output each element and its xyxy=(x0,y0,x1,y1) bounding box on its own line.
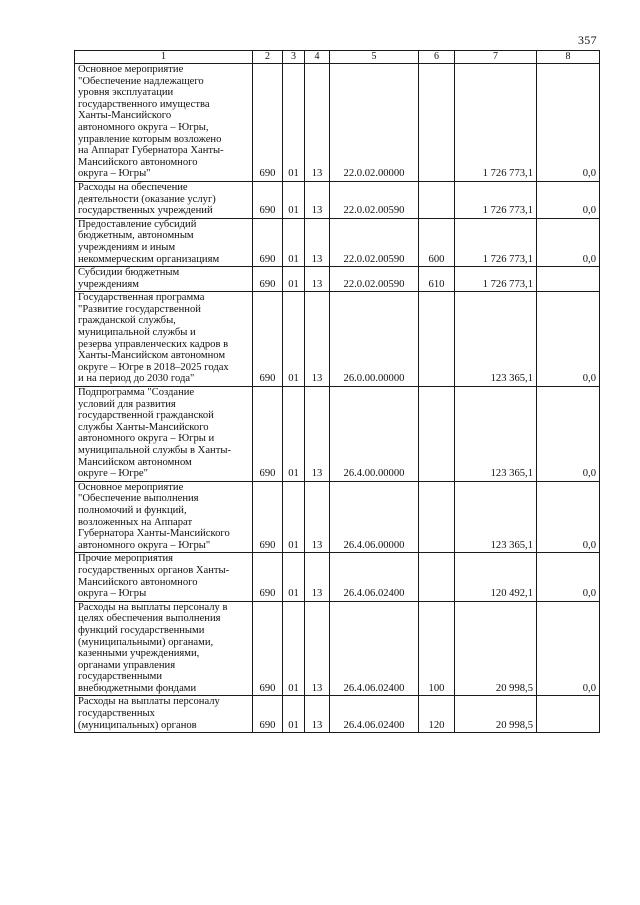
row-name-line: Расходы на выплаты персоналу в xyxy=(78,601,228,613)
header-cell-5: 5 xyxy=(330,51,419,64)
row-name-line: полномочий и функций, xyxy=(78,504,187,516)
header-cell-4: 4 xyxy=(305,51,330,64)
row-name-line: государственного имущества xyxy=(78,98,210,110)
row-name-line: (муниципальными) органами, xyxy=(78,636,214,648)
amount-cell: 1 726 773,1 xyxy=(455,181,537,218)
row-name-cell xyxy=(75,64,253,182)
expense-type-code-cell xyxy=(419,387,455,482)
target-article-code-cell: 22.0.02.00590 xyxy=(330,267,419,292)
expense-type-code-cell xyxy=(419,181,455,218)
row-name-line: Мансийского автономного xyxy=(78,156,198,168)
gr-code-cell: 690 xyxy=(253,601,283,696)
gr-code-cell: 690 xyxy=(253,64,283,182)
table-row xyxy=(75,696,600,733)
row-name-line: "Обеспечение надлежащего xyxy=(78,75,204,87)
row-name-line: и на период до 2030 года" xyxy=(78,373,195,385)
row-name-cell xyxy=(75,553,253,601)
target-article-code-cell: 22.0.02.00000 xyxy=(330,64,419,182)
subsection-code-cell: 13 xyxy=(305,601,330,696)
row-name-cell xyxy=(75,292,253,387)
subsection-code-cell: 13 xyxy=(305,64,330,182)
amount-2-cell: 0,0 xyxy=(537,387,600,482)
row-name-line: округа – Югры xyxy=(78,588,147,600)
row-name-line: (муниципальных) органов xyxy=(78,719,197,731)
expense-type-code-cell: 120 xyxy=(419,696,455,733)
row-name-line: Губернатора Ханты-Мансийского xyxy=(78,528,230,540)
row-name-line: Субсидии бюджетным xyxy=(78,267,180,279)
expense-type-code-cell xyxy=(419,64,455,182)
row-name-line: функций государственными xyxy=(78,624,205,636)
row-name-line: резерва управленческих кадров в xyxy=(78,338,229,350)
table-row xyxy=(75,267,600,292)
subsection-code-cell: 13 xyxy=(305,218,330,266)
subsection-code-cell: 13 xyxy=(305,553,330,601)
amount-2-cell: 0,0 xyxy=(537,64,600,182)
target-article-code-cell: 26.0.00.00000 xyxy=(330,292,419,387)
row-name-line: округе – Югре" xyxy=(78,468,148,480)
amount-cell: 123 365,1 xyxy=(455,387,537,482)
row-name-line: Основное мероприятие xyxy=(78,481,184,493)
row-name-line: муниципальной службы в Ханты- xyxy=(78,445,231,456)
table-header xyxy=(75,51,600,64)
subsection-code-cell: 13 xyxy=(305,481,330,553)
row-name-line: условий для развития xyxy=(78,398,176,410)
table-row xyxy=(75,218,600,266)
row-name-cell xyxy=(75,218,253,266)
row-name-line: учреждениям и иным xyxy=(78,241,176,253)
row-name-line: учреждениям xyxy=(78,278,139,290)
row-name-line: Подпрограмма "Создание xyxy=(78,387,195,399)
subsection-code-cell: 13 xyxy=(305,292,330,387)
row-name-line: органами управления xyxy=(78,659,176,671)
row-name-line: деятельности (оказание услуг) xyxy=(78,193,216,205)
row-name-line: Прочие мероприятия xyxy=(78,553,173,565)
section-code-cell: 01 xyxy=(283,481,305,553)
expense-type-code-cell: 600 xyxy=(419,218,455,266)
section-code-cell: 01 xyxy=(283,64,305,182)
amount-2-cell: 0,0 xyxy=(537,601,600,696)
row-name-line: муниципальной службы и xyxy=(78,327,196,339)
row-name-line: государственными xyxy=(78,671,163,683)
row-name-line: Расходы на выплаты персоналу xyxy=(78,696,220,708)
expense-type-code-cell xyxy=(419,553,455,601)
gr-code-cell: 690 xyxy=(253,553,283,601)
amount-cell: 20 998,5 xyxy=(455,696,537,733)
row-name-line: Государственная программа xyxy=(78,292,205,304)
target-article-code-cell: 26.4.06.00000 xyxy=(330,481,419,553)
row-name-line: округе – Югре в 2018–2025 годах xyxy=(78,361,229,373)
gr-code-cell: 690 xyxy=(253,218,283,266)
header-cell-6: 6 xyxy=(419,51,455,64)
section-code-cell: 01 xyxy=(283,181,305,218)
amount-cell: 20 998,5 xyxy=(455,601,537,696)
subsection-code-cell: 13 xyxy=(305,181,330,218)
target-article-code-cell: 26.4.06.02400 xyxy=(330,696,419,733)
row-name-line: уровня эксплуатации xyxy=(78,87,174,99)
row-name-line: казенными учреждениями, xyxy=(78,648,200,660)
header-cell-3: 3 xyxy=(283,51,305,64)
section-code-cell: 01 xyxy=(283,267,305,292)
expense-type-code-cell xyxy=(419,292,455,387)
table-row xyxy=(75,292,600,387)
amount-2-cell xyxy=(537,696,600,733)
amount-2-cell xyxy=(537,267,600,292)
target-article-code-cell: 22.0.02.00590 xyxy=(330,218,419,266)
header-cell-8: 8 xyxy=(537,51,600,64)
row-name-line: государственной гражданской xyxy=(78,410,214,422)
row-name-line: Мансийского автономного xyxy=(78,576,198,588)
section-code-cell: 01 xyxy=(283,696,305,733)
amount-cell: 1 726 773,1 xyxy=(455,64,537,182)
gr-code-cell: 690 xyxy=(253,181,283,218)
row-name-line: управление которым возложено xyxy=(78,133,222,145)
target-article-code-cell: 26.4.06.02400 xyxy=(330,601,419,696)
section-code-cell: 01 xyxy=(283,218,305,266)
amount-2-cell: 0,0 xyxy=(537,181,600,218)
gr-code-cell: 690 xyxy=(253,292,283,387)
row-name-line: автономного округа – Югры и xyxy=(78,433,215,445)
row-name-line: бюджетным, автономным xyxy=(78,230,194,242)
row-name-cell xyxy=(75,481,253,553)
gr-code-cell: 690 xyxy=(253,696,283,733)
section-code-cell: 01 xyxy=(283,601,305,696)
budget-table xyxy=(74,50,600,733)
header-cell-1: 1 xyxy=(75,51,253,64)
amount-2-cell: 0,0 xyxy=(537,553,600,601)
row-name-line: некоммерческим организациям xyxy=(78,253,220,265)
row-name-line: "Развитие государственной xyxy=(78,303,201,315)
header-cell-2: 2 xyxy=(253,51,283,64)
row-name-cell xyxy=(75,267,253,292)
amount-cell: 1 726 773,1 xyxy=(455,267,537,292)
row-name-cell xyxy=(75,601,253,696)
row-name-line: гражданской службы, xyxy=(78,315,176,327)
amount-cell: 120 492,1 xyxy=(455,553,537,601)
section-code-cell: 01 xyxy=(283,292,305,387)
expense-type-code-cell: 100 xyxy=(419,601,455,696)
table-row xyxy=(75,553,600,601)
row-name-line: службы Ханты-Мансийского xyxy=(78,421,209,433)
gr-code-cell: 690 xyxy=(253,267,283,292)
amount-cell: 123 365,1 xyxy=(455,292,537,387)
row-name-line: государственных учреждений xyxy=(78,205,213,217)
row-name-line: государственных xyxy=(78,708,155,720)
amount-2-cell: 0,0 xyxy=(537,218,600,266)
row-name-line: "Обеспечение выполнения xyxy=(78,493,199,505)
row-name-cell xyxy=(75,181,253,218)
row-name-line: автономного округа – Югры, xyxy=(78,121,209,133)
row-name-line: округа – Югры" xyxy=(78,168,151,180)
row-name-line: внебюджетными фондами xyxy=(78,682,197,694)
header-row xyxy=(75,51,600,64)
amount-2-cell: 0,0 xyxy=(537,481,600,553)
target-article-code-cell: 26.4.06.02400 xyxy=(330,553,419,601)
table-row xyxy=(75,481,600,553)
row-name-line: государственных органов Ханты- xyxy=(78,564,230,576)
target-article-code-cell: 22.0.02.00590 xyxy=(330,181,419,218)
expense-type-code-cell xyxy=(419,481,455,553)
header-cell-7: 7 xyxy=(455,51,537,64)
row-name-line: возложенных на Аппарат xyxy=(78,516,193,528)
table-row xyxy=(75,64,600,182)
amount-2-cell: 0,0 xyxy=(537,292,600,387)
row-name-line: на Аппарат Губернатора Ханты- xyxy=(78,145,224,157)
table-body xyxy=(75,64,600,733)
row-name-line: Мансийском автономном xyxy=(78,456,192,468)
table-row xyxy=(75,601,600,696)
table-row xyxy=(75,181,600,218)
subsection-code-cell: 13 xyxy=(305,387,330,482)
row-name-line: Ханты-Мансийском автономном xyxy=(78,350,226,362)
subsection-code-cell: 13 xyxy=(305,696,330,733)
gr-code-cell: 690 xyxy=(253,387,283,482)
row-name-cell xyxy=(75,387,253,482)
row-name-cell xyxy=(75,696,253,733)
row-name-line: автономного округа – Югры" xyxy=(78,539,211,551)
expense-type-code-cell: 610 xyxy=(419,267,455,292)
row-name-line: Предоставление субсидий xyxy=(78,218,197,230)
page-number: 357 xyxy=(578,33,597,47)
target-article-code-cell: 26.4.00.00000 xyxy=(330,387,419,482)
row-name-line: целях обеспечения выполнения xyxy=(78,613,221,625)
section-code-cell: 01 xyxy=(283,387,305,482)
row-name-line: Ханты-Мансийского xyxy=(78,110,172,122)
section-code-cell: 01 xyxy=(283,553,305,601)
amount-cell: 1 726 773,1 xyxy=(455,218,537,266)
amount-cell: 123 365,1 xyxy=(455,481,537,553)
table-row xyxy=(75,387,600,482)
row-name-line: Расходы на обеспечение xyxy=(78,181,188,193)
gr-code-cell: 690 xyxy=(253,481,283,553)
row-name-line: Основное мероприятие xyxy=(78,64,184,75)
subsection-code-cell: 13 xyxy=(305,267,330,292)
